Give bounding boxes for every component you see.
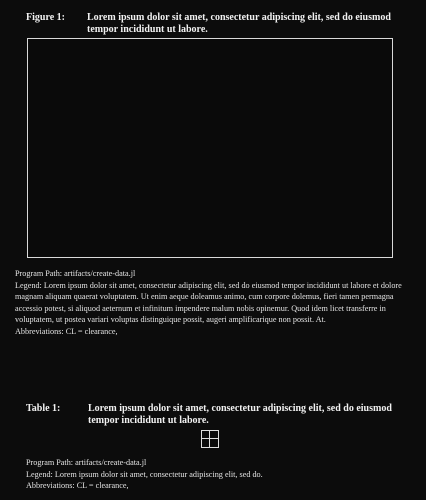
figure-placeholder xyxy=(27,38,393,258)
figure-label: Figure 1: xyxy=(26,12,65,23)
table-label: Table 1: xyxy=(26,403,61,414)
figure-title: Lorem ipsum dolor sit amet, consectetur adipiscing elit, sed do eiusmod tempor incididunt ut labore. xyxy=(87,12,391,35)
table-grid-icon xyxy=(201,430,219,448)
table-title: Lorem ipsum dolor sit amet, consectetur adipiscing elit, sed do eiusmod tempor incididunt ut labore. xyxy=(88,403,392,426)
table-notes xyxy=(26,457,406,492)
table-caption xyxy=(26,403,416,429)
figure-program-path: Program Path: artifacts/create-data.jl xyxy=(15,269,136,278)
table-program-path: Program Path: artifacts/create-data.jl xyxy=(26,458,147,467)
figure-caption xyxy=(26,12,416,38)
figure-legend: Legend: Lorem ipsum dolor sit amet, consectetur adipiscing elit, sed do eiusmod tempor incididunt ut labore et dolore magnam aliquam quaerat voluptatem. Ut enim aeque doleamus animo, cum corpore dolemus, fieri tamen permagna accessio potest, si aliquod aeternum et infinitum impendere malum nobis opinemur. Quod idem licet transferre in voluptatem, ut postea variari voluptas distinguique possit, augeri amplificarique non possit. At. xyxy=(15,280,402,325)
table-grid-horizontal-line xyxy=(202,438,218,439)
table-abbreviations: Abbreviations: CL = clearance, xyxy=(26,481,129,491)
figure-abbreviations: Abbreviations: CL = clearance, xyxy=(15,326,118,336)
table-legend: Legend: Lorem ipsum dolor sit amet, consectetur adipiscing elit, sed do. xyxy=(26,469,263,479)
figure-notes xyxy=(15,268,407,338)
